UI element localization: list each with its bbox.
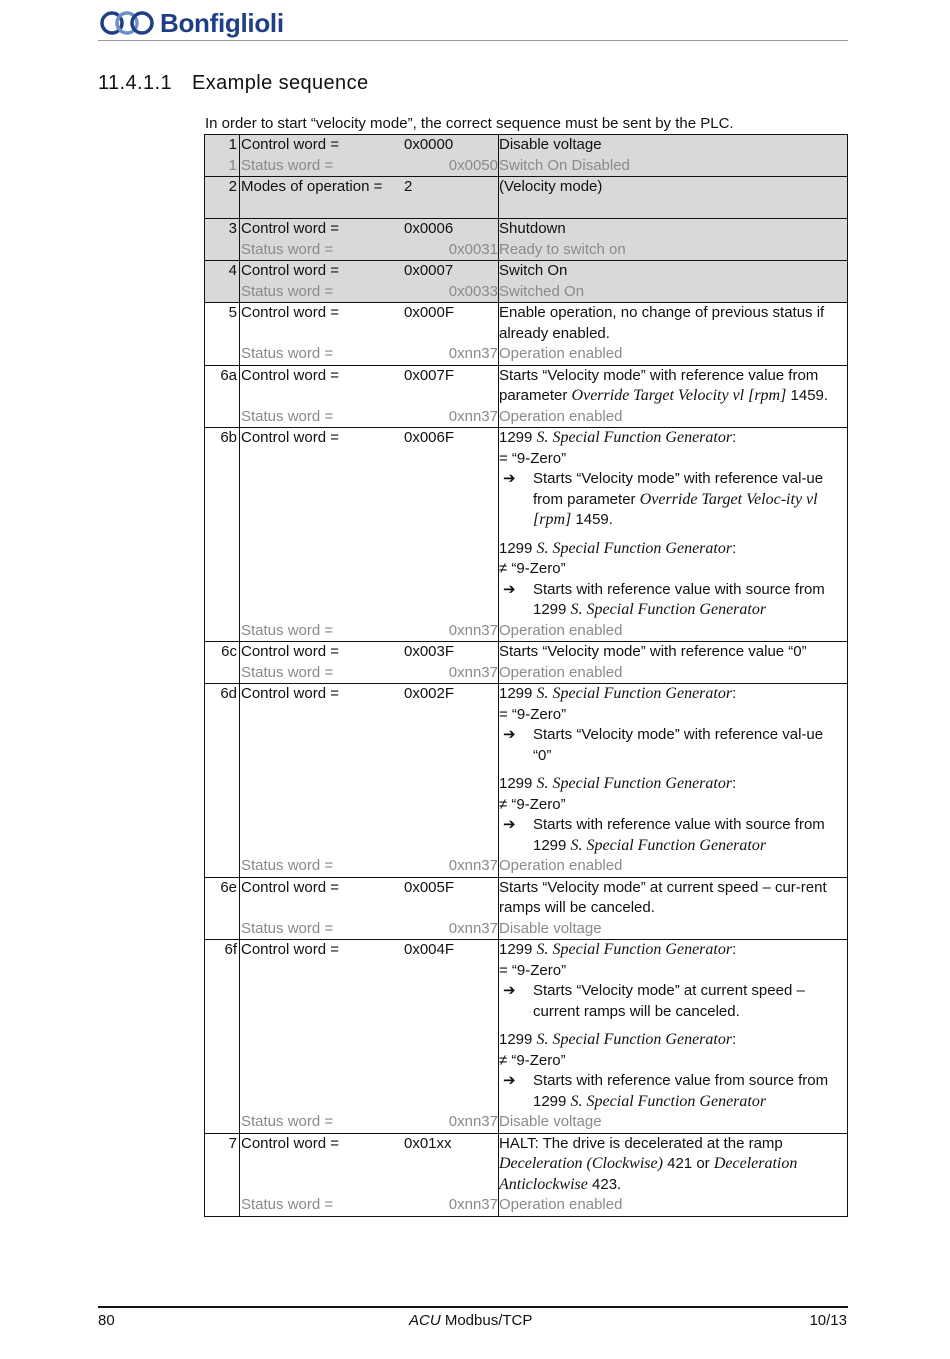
step-description: HALT: The drive is decelerated at the ramp Deceleration (Clockwise) 421 or Deceleration Anticlockwise 423. (499, 1133, 848, 1195)
brand-name: Bonfiglioli (160, 7, 284, 38)
table-row (205, 684, 848, 857)
step-description: Operation enabled (499, 1195, 848, 1216)
step-number: 6c (205, 642, 240, 663)
arrow-right-icon: ➔ (503, 726, 516, 743)
step-description: Operation enabled (499, 856, 848, 877)
table-row (205, 156, 848, 177)
table-row (205, 282, 848, 303)
arrow-right-icon: ➔ (503, 580, 516, 598)
parameter-name: S. Special Function Generator (570, 1092, 767, 1110)
table-row (205, 219, 848, 240)
arrow-right-icon: ➔ (503, 470, 516, 487)
arrow-right-icon: ➔ (503, 1072, 516, 1089)
word-label: Status word = (241, 621, 334, 639)
word-value: 0xnn37 (448, 345, 498, 362)
table-row (205, 621, 848, 642)
step-description: (Velocity mode) (499, 177, 848, 198)
word-label: Control word = (240, 219, 405, 240)
parameter-name: S. Special Function Generator (570, 836, 767, 854)
word-label: Status word = (240, 240, 405, 261)
parameter-name: Override Target Veloc-ity vl [rpm] (533, 490, 818, 528)
step-description: Operation enabled (499, 344, 848, 365)
word-value: 0x007F (404, 366, 455, 384)
bonfiglioli-emblem-icon (98, 8, 156, 38)
section-title (98, 72, 369, 95)
section-heading: Example sequence (192, 72, 369, 94)
step-number: 3 (205, 219, 240, 240)
word-label: Status word = (241, 919, 334, 937)
step-number: 4 (205, 261, 240, 282)
step-description: 1299 S. Special Function Generator: = “9-Zero” ➔ Starts “Velocity mode” with reference val-ue “0” 1299 S. Special Function Generator: ≠ “9-Zero” ➔ Starts with reference value with source from 1299 S. Special Function Generator (499, 684, 848, 857)
header-rule (98, 40, 848, 41)
word-value: 0xnn37 (448, 1196, 498, 1213)
condition: ≠ “9-Zero” (499, 1051, 566, 1069)
step-number: 2 (205, 177, 240, 198)
word-label: Status word = (241, 345, 334, 362)
parameter-name: S. Special Function Generator (536, 429, 733, 446)
word-label: Control word = (240, 135, 405, 156)
parameter-name: S. Special Function Generator (536, 685, 733, 702)
table-row (205, 1195, 848, 1216)
word-value: 0xnn37 (448, 1113, 498, 1130)
table-row (205, 877, 848, 919)
step-number: 5 (205, 303, 240, 345)
table-row (205, 1112, 848, 1133)
sequence-table (204, 134, 848, 1217)
word-value: 0x01xx (404, 1134, 452, 1152)
word-value: 0x006F (404, 429, 455, 446)
step-number: 1 (205, 135, 240, 156)
word-label: Control word = (241, 366, 339, 384)
step-description: 1299 S. Special Function Generator: = “9-Zero” ➔ Starts “Velocity mode” at current speed – current ramps will be canceled. 1299 S. Special Function Generator: ≠ “9-Zero” ➔ Starts with reference value from source from 1299 S. Special Function Generator (499, 940, 848, 1113)
table-row (205, 1133, 848, 1195)
intro-text: In order to start “velocity mode”, the correct sequence must be sent by the PLC. (205, 115, 734, 132)
table-row (205, 856, 848, 877)
word-value: 0x002F (404, 685, 455, 702)
word-value: 0x003F (404, 643, 455, 660)
step-description: Switch On (499, 261, 848, 282)
step-number: 6b (205, 428, 240, 621)
word-label: Status word = (241, 663, 334, 681)
parameter-name: S. Special Function Generator (536, 539, 733, 557)
condition: = “9-Zero” (499, 705, 567, 723)
word-label: Modes of operation = (240, 177, 405, 198)
parameter-name: S. Special Function Generator (536, 1031, 733, 1048)
word-label: Status word = (241, 1113, 334, 1130)
document-date: 10/13 (809, 1312, 847, 1329)
step-description: Operation enabled (499, 621, 848, 642)
table-row (205, 919, 848, 940)
step-description: Enable operation, no change of previous status if already enabled. (499, 303, 848, 345)
table-row (205, 940, 848, 1113)
word-value: 0x0006 (404, 219, 499, 240)
word-value: 0x0000 (404, 135, 499, 156)
word-value: 0xnn37 (448, 663, 498, 681)
step-number: 6d (205, 684, 240, 857)
word-label: Status word = (241, 1196, 334, 1213)
word-label: Control word = (241, 941, 339, 958)
word-label: Control word = (241, 643, 339, 660)
product-name: ACU Modbus/TCP (409, 1312, 533, 1329)
step-description: Operation enabled (499, 407, 848, 428)
table-row (205, 642, 848, 663)
step-description: Operation enabled (499, 663, 848, 684)
condition: = “9-Zero” (499, 449, 567, 467)
parameter-name: S. Special Function Generator (536, 941, 733, 958)
table-row (205, 261, 848, 282)
table-row (205, 303, 848, 345)
footer-rule (98, 1306, 848, 1308)
word-value: 0x005F (404, 878, 455, 896)
condition: ≠ “9-Zero” (499, 795, 566, 813)
word-value: 0xnn37 (448, 621, 498, 639)
word-value: 0x0031 (404, 240, 499, 261)
word-label: Control word = (241, 685, 339, 702)
table-row (205, 407, 848, 428)
table-row (205, 135, 848, 156)
step-description: Disable voltage (499, 135, 848, 156)
step-number: 6f (205, 940, 240, 1113)
step-description: Starts “Velocity mode” with reference value “0” (499, 642, 848, 663)
word-value: 0xnn37 (448, 857, 498, 874)
step-number: 1 (205, 156, 240, 177)
table-row (205, 663, 848, 684)
word-value: 0x0007 (404, 261, 499, 282)
step-description: Disable voltage (499, 919, 848, 940)
word-value: 0xnn37 (448, 407, 498, 425)
table-row (205, 198, 848, 219)
word-label: Status word = (240, 282, 405, 303)
step-number: 6e (205, 877, 240, 919)
word-label: Status word = (241, 857, 334, 874)
step-description: 1299 S. Special Function Generator: = “9-Zero” ➔ Starts “Velocity mode” with reference val-ue from parameter Override Target Veloc-ity vl [rpm] 1459. 1299 S. Special Function Generator: ≠ “9-Zero” ➔ Starts with reference value with source from 1299 S. Special Function Generator (499, 428, 848, 621)
page-number: 80 (98, 1312, 115, 1329)
step-description: Starts “Velocity mode” with reference value from parameter Override Target Velocity vl [rpm] 1459. (499, 365, 848, 407)
condition: ≠ “9-Zero” (499, 560, 566, 577)
word-label: Control word = (241, 304, 339, 321)
arrow-right-icon: ➔ (503, 982, 516, 999)
table-row (205, 428, 848, 621)
step-description: Switch On Disabled (499, 156, 848, 177)
section-number: 11.4.1.1 (98, 72, 173, 94)
parameter-name: Override Target Velocity vl [rpm] (571, 387, 787, 404)
word-label: Control word = (240, 261, 405, 282)
step-description: Shutdown (499, 219, 848, 240)
table-row (205, 240, 848, 261)
step-description: Switched On (499, 282, 848, 303)
parameter-name: S. Special Function Generator (536, 775, 733, 792)
step-number: 7 (205, 1133, 240, 1195)
parameter-name: S. Special Function Generator (570, 601, 767, 618)
step-description: Disable voltage (499, 1112, 848, 1133)
bonfiglioli-logo (98, 6, 284, 40)
parameter-name: Deceleration (Clockwise) (499, 1155, 663, 1172)
step-number: 6a (205, 365, 240, 407)
word-label: Status word = (240, 156, 405, 177)
table-row (205, 344, 848, 365)
arrow-right-icon: ➔ (503, 816, 516, 833)
word-label: Control word = (241, 1134, 339, 1152)
step-description: Ready to switch on (499, 240, 848, 261)
word-value: 0x0033 (404, 282, 499, 303)
word-label: Control word = (241, 878, 339, 896)
word-value: 2 (404, 177, 499, 198)
word-value: 0x000F (404, 304, 455, 321)
word-value: 0x004F (404, 941, 455, 958)
condition: = “9-Zero” (499, 961, 567, 979)
table-row (205, 365, 848, 407)
step-description: Starts “Velocity mode” at current speed – cur-rent ramps will be canceled. (499, 877, 848, 919)
table-row (205, 177, 848, 198)
parameter-name: Deceleration Anticlockwise (499, 1155, 798, 1193)
word-value: 0x0050 (404, 156, 499, 177)
word-label: Status word = (241, 407, 334, 425)
word-value: 0xnn37 (448, 919, 498, 937)
word-label: Control word = (241, 429, 339, 446)
